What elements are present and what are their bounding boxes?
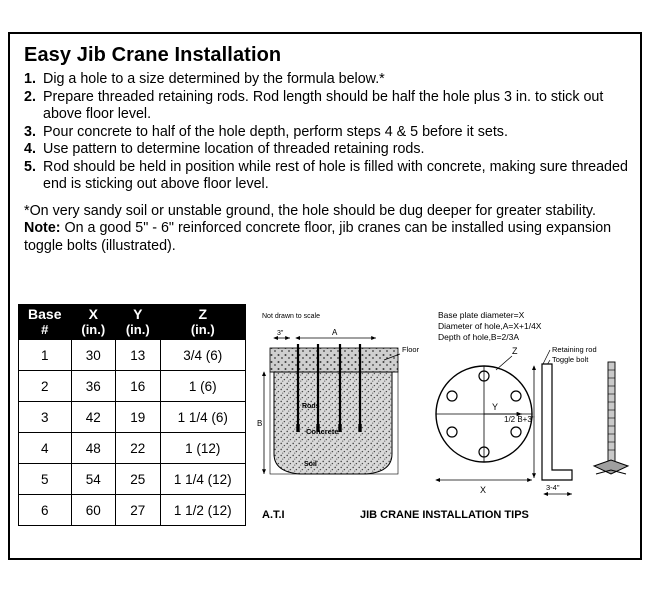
column-header-y-unit: (in.) bbox=[125, 322, 150, 337]
cell-y: 13 bbox=[116, 340, 160, 371]
table-row bbox=[19, 495, 246, 526]
footnote-line-3: installed using expansion toggle bolts (illustrated). bbox=[24, 220, 612, 254]
cell-z: 1 1/4 (12) bbox=[160, 464, 246, 495]
retaining-rod-label: Retaining rod bbox=[552, 345, 597, 354]
list-item bbox=[24, 71, 628, 89]
svg-text:3": 3" bbox=[277, 330, 284, 337]
column-header-z bbox=[160, 305, 246, 340]
cell-base: 6 bbox=[19, 495, 72, 526]
cell-y: 22 bbox=[116, 433, 160, 464]
cell-z: 1 1/2 (12) bbox=[160, 495, 246, 526]
list-item bbox=[24, 159, 628, 194]
formula-line-2: Diameter of hole,A=X+1/4X bbox=[438, 321, 542, 331]
column-header-x-unit: (in.) bbox=[81, 322, 106, 337]
diagram-footer-center: JIB CRANE INSTALLATION TIPS bbox=[360, 509, 529, 521]
table-row bbox=[19, 402, 246, 433]
step-number: 2. bbox=[24, 88, 36, 105]
footnote-note-label: Note: bbox=[24, 220, 61, 236]
page-title: Easy Jib Crane Installation bbox=[24, 44, 282, 66]
y-dimension-label: Y bbox=[492, 402, 499, 412]
cell-y: 25 bbox=[116, 464, 160, 495]
cell-z: 1 (6) bbox=[160, 371, 246, 402]
cell-y: 19 bbox=[116, 402, 160, 433]
cell-base: 1 bbox=[19, 340, 72, 371]
footnote-line-1: *On very sandy soil or unstable ground, the hole should be dug deeper for greater bbox=[24, 202, 542, 219]
footnote-line-2-rest: On a good 5" - 6" reinforced concrete floor, jib cranes can be bbox=[60, 220, 448, 236]
list-item bbox=[24, 141, 628, 159]
step-text: Rod should be held in position while rest of hole is filled with concrete, making sure threaded end is sticking out above floor level. bbox=[43, 158, 628, 192]
cell-x: 60 bbox=[71, 495, 115, 526]
column-header-base-label: Base bbox=[28, 306, 62, 322]
cell-z: 1 (12) bbox=[160, 433, 246, 464]
cell-x: 54 bbox=[71, 464, 115, 495]
column-header-z-unit: (in.) bbox=[190, 322, 215, 337]
step-text: Pour concrete to half of the hole depth, perform steps 4 & 5 before it sets. bbox=[43, 123, 508, 140]
instruction-card bbox=[8, 32, 642, 560]
step-text: Use pattern to determine location of threaded retaining rods. bbox=[43, 141, 425, 157]
step-text: Dig a hole to a size determined by the formula below.* bbox=[43, 71, 385, 87]
cell-base: 2 bbox=[19, 371, 72, 402]
step-number: 4. bbox=[24, 141, 36, 157]
installation-diagram bbox=[256, 304, 636, 540]
table-row bbox=[19, 371, 246, 402]
lower-section bbox=[18, 304, 632, 550]
table-row bbox=[19, 340, 246, 371]
cell-z: 3/4 (6) bbox=[160, 340, 246, 371]
footnote-line-2-prefix: stability. bbox=[545, 202, 596, 219]
cell-x: 36 bbox=[71, 371, 115, 402]
cell-y: 16 bbox=[116, 371, 160, 402]
floor-label: Floor bbox=[402, 345, 420, 354]
step-number: 3. bbox=[24, 123, 36, 140]
formula-line-3: Depth of hole,B=2/3A bbox=[438, 332, 520, 342]
steps-list bbox=[18, 71, 632, 194]
not-to-scale-label: Not drawn to scale bbox=[262, 313, 320, 320]
table-header-row bbox=[19, 305, 246, 340]
svg-text:B: B bbox=[257, 419, 263, 428]
half-b-label: 1/2 B+3" bbox=[504, 415, 535, 424]
column-header-x-label: X bbox=[88, 306, 98, 322]
footnote bbox=[24, 203, 626, 256]
column-header-base bbox=[19, 305, 72, 340]
list-item bbox=[24, 124, 628, 142]
z-dimension-label: Z bbox=[512, 346, 518, 356]
cell-z: 1 1/4 (6) bbox=[160, 402, 246, 433]
table-row bbox=[19, 433, 246, 464]
concrete-label: Concrete bbox=[306, 427, 339, 436]
card-inner bbox=[18, 42, 632, 550]
column-header-z-label: Z bbox=[198, 306, 208, 322]
cell-base: 5 bbox=[19, 464, 72, 495]
step-number: 1. bbox=[24, 71, 36, 87]
cell-base: 4 bbox=[19, 433, 72, 464]
table-row bbox=[19, 464, 246, 495]
svg-text:A: A bbox=[332, 328, 338, 337]
cell-x: 48 bbox=[71, 433, 115, 464]
base-size-table bbox=[18, 304, 246, 526]
column-header-y-label: Y bbox=[133, 306, 143, 322]
formula-line-1: Base plate diameter=X bbox=[438, 310, 525, 320]
toggle-bolt-label: Toggle bolt bbox=[552, 355, 589, 364]
soil-label: Soil bbox=[304, 461, 317, 468]
column-header-base-unit: # bbox=[41, 322, 49, 337]
column-header-y bbox=[116, 305, 160, 340]
cell-y: 27 bbox=[116, 495, 160, 526]
base-size-table-wrapper bbox=[18, 304, 246, 526]
cell-x: 42 bbox=[71, 402, 115, 433]
cell-x: 30 bbox=[71, 340, 115, 371]
step-text: Prepare threaded retaining rods. Rod length should be half the hole plus 3 in. to stick out above floor level. bbox=[43, 88, 604, 122]
three-four-label: 3-4" bbox=[546, 483, 560, 492]
list-item bbox=[24, 89, 628, 124]
rods-label: Rods bbox=[302, 403, 320, 410]
cell-base: 3 bbox=[19, 402, 72, 433]
column-header-x bbox=[71, 305, 115, 340]
x-dimension-label: X bbox=[480, 485, 487, 495]
step-number: 5. bbox=[24, 158, 36, 175]
diagram-footer-left: A.T.I bbox=[262, 509, 285, 521]
